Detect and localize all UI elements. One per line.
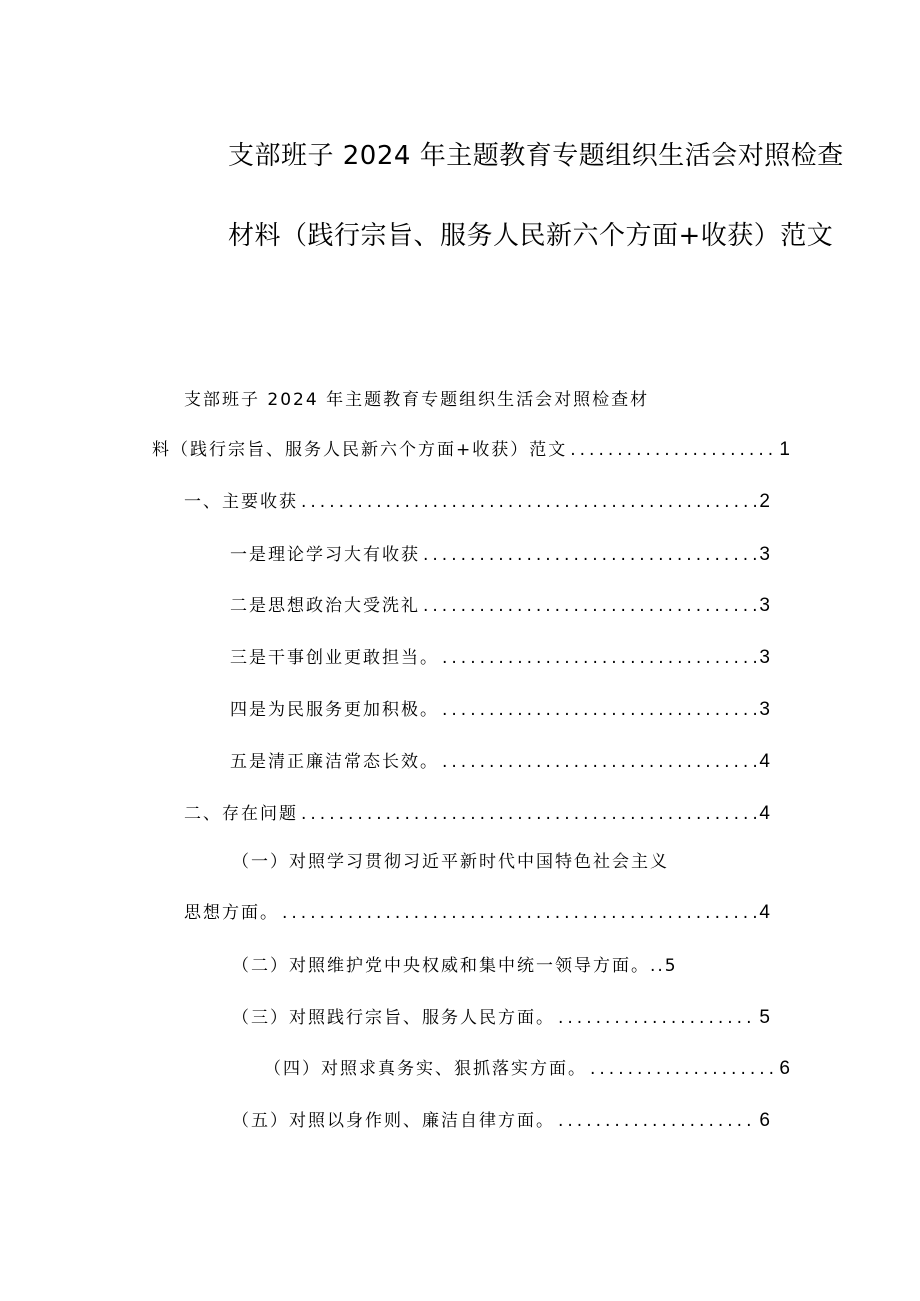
toc-dot-leader bbox=[423, 593, 756, 619]
document-title-line-1: 支部班子 2024 年主题教育专题组织生活会对照检查 bbox=[228, 141, 844, 171]
toc-entry-label: 三是干事创业更敢担当。 bbox=[230, 648, 439, 668]
toc-page-number: 3 bbox=[759, 699, 770, 720]
toc-entry-integrity[interactable] bbox=[230, 749, 770, 775]
toc-entry-label: （三）对照践行宗旨、服务人民方面。 bbox=[232, 1008, 555, 1028]
toc-entry-ideology[interactable] bbox=[230, 593, 770, 619]
toc-entry-practice-purpose[interactable] bbox=[232, 1005, 770, 1031]
toc-page-number: 3 bbox=[759, 647, 770, 668]
toc-entry-xi-thought[interactable] bbox=[184, 900, 770, 926]
toc-page-number: 3 bbox=[759, 595, 770, 616]
toc-page-number: 1 bbox=[779, 439, 790, 460]
toc-entry-label: 二是思想政治大受洗礼 bbox=[230, 596, 420, 616]
toc-dot-leader bbox=[442, 697, 756, 723]
toc-page-number: 4 bbox=[759, 803, 770, 824]
toc-page-number: 6 bbox=[759, 1110, 770, 1131]
toc-entry-label: 一、主要收获 bbox=[184, 492, 298, 512]
toc-entry-problems[interactable] bbox=[184, 801, 770, 827]
toc-entry-serve-people[interactable] bbox=[230, 697, 770, 723]
document-title-line-2: 材料（践行宗旨、服务人民新六个方面+收获）范文 bbox=[228, 221, 834, 251]
toc-page-number: 4 bbox=[759, 751, 770, 772]
toc-entry-self-discipline[interactable] bbox=[232, 1108, 770, 1134]
toc-entry-label: 五是清正廉洁常态长效。 bbox=[230, 752, 439, 772]
toc-dot-leader bbox=[442, 645, 756, 671]
toc-entry-party-authority[interactable]: （二）对照维护党中央权威和集中统一领导方面。..5 bbox=[232, 956, 678, 976]
toc-dot-leader bbox=[301, 801, 756, 827]
toc-dot-leader bbox=[442, 749, 756, 775]
toc-page-number: 4 bbox=[759, 902, 770, 923]
toc-dot-leader bbox=[558, 1108, 756, 1134]
toc-dot-leader bbox=[423, 542, 756, 568]
toc-dot-leader bbox=[282, 900, 756, 926]
toc-entry-label: 二、存在问题 bbox=[184, 804, 298, 824]
toc-dot-leader bbox=[301, 489, 756, 515]
toc-dot-leader bbox=[558, 1005, 756, 1031]
toc-entry-label: （四）对照求真务实、狠抓落实方面。 bbox=[264, 1059, 587, 1079]
toc-page-number: 5 bbox=[759, 1007, 770, 1028]
toc-entry-label: 思想方面。 bbox=[184, 903, 279, 923]
toc-page-number: 2 bbox=[759, 491, 770, 512]
toc-entry-xi-thought-line-1[interactable]: （一）对照学习贯彻习近平新时代中国特色社会主义 bbox=[232, 852, 669, 872]
toc-entry-main-gains[interactable] bbox=[184, 489, 770, 515]
toc-page-number: 3 bbox=[759, 544, 770, 565]
toc-entry-label: 料（践行宗旨、服务人民新六个方面+收获）范文 bbox=[152, 440, 568, 460]
toc-entry-theory-study[interactable] bbox=[230, 542, 770, 568]
toc-dot-leader bbox=[590, 1056, 776, 1082]
toc-dot-leader bbox=[570, 437, 776, 463]
toc-entry-label: （五）对照以身作则、廉洁自律方面。 bbox=[232, 1111, 555, 1131]
toc-entry-responsibility[interactable] bbox=[230, 645, 770, 671]
toc-entry-title[interactable] bbox=[152, 437, 790, 463]
toc-entry-label: 四是为民服务更加积极。 bbox=[230, 700, 439, 720]
toc-entry-label: 一是理论学习大有收获 bbox=[230, 545, 420, 565]
toc-entry-title-line-1[interactable]: 支部班子 2024 年主题教育专题组织生活会对照检查材 bbox=[184, 390, 650, 410]
toc-page-number: 6 bbox=[779, 1058, 790, 1079]
toc-entry-pragmatic[interactable] bbox=[264, 1056, 790, 1082]
